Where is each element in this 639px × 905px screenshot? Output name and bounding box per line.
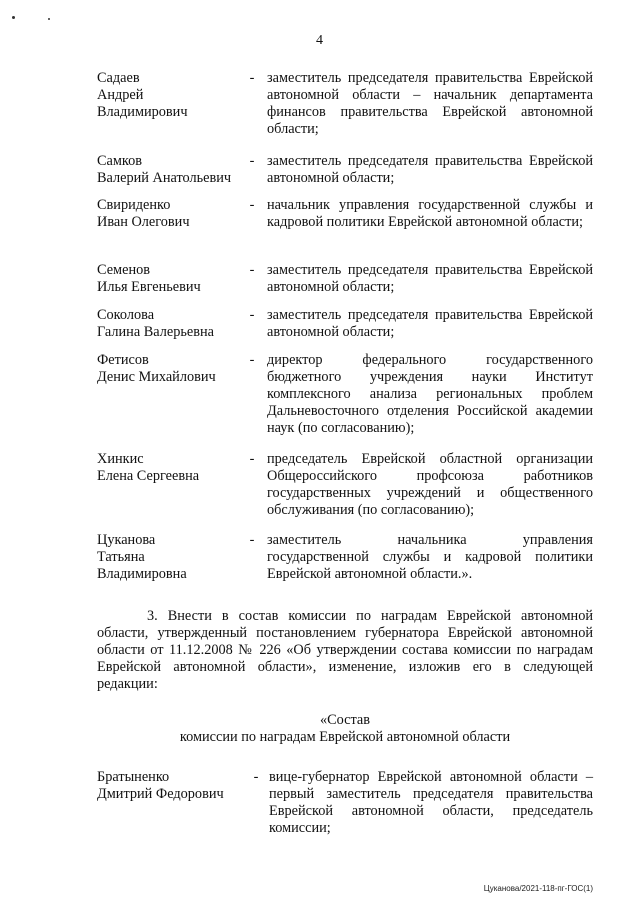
member-entry: [97, 197, 593, 231]
page-number: 4: [316, 33, 323, 48]
member-dash: -: [249, 352, 255, 368]
commission-member-entry: [97, 769, 593, 837]
paragraph-3-text: 3. Внести в состав комиссии по наградам Еврейской автономной области, утвержденный постановлением губернатора Еврейской автономной области от 11.12.2008 № 226 «Об утверждении состава комиссии по наградам Еврейской автономной области», изменение, изложив его в следующей редакции:: [97, 608, 593, 692]
member-description: заместитель председателя правительства Еврейской автономной области;: [267, 262, 593, 295]
member-entry: [97, 307, 593, 341]
scan-specks: [10, 10, 70, 24]
member-entry: [97, 352, 593, 437]
member-entry: [97, 451, 593, 519]
member-description: заместитель председателя правительства Еврейской автономной области;: [267, 153, 593, 186]
composition-heading-line2: комиссии по наградам Еврейской автономной области: [179, 729, 511, 745]
member-dash: -: [249, 197, 255, 213]
commission-member-dash: -: [253, 769, 259, 785]
member-dash: -: [249, 451, 255, 467]
member-entry: [97, 70, 593, 138]
member-entry: [97, 153, 593, 187]
composition-heading: [97, 712, 593, 746]
member-name: Самков Валерий Анатольевич: [97, 153, 232, 186]
member-entry: [97, 262, 593, 296]
composition-heading-line1: «Состав: [319, 712, 371, 728]
member-name: Садаев Андрей Владимирович: [97, 70, 188, 120]
footer-document-code: Цуканова/2021-118-пг-ГОС(1): [483, 884, 593, 893]
member-name: Семенов Илья Евгеньевич: [97, 262, 201, 295]
member-name: Фетисов Денис Михайлович: [97, 352, 216, 385]
member-name: Цуканова Татьяна Владимировна: [97, 532, 187, 582]
member-dash: -: [249, 153, 255, 169]
member-name: Соколова Галина Валерьевна: [97, 307, 214, 340]
member-entry: [97, 532, 593, 583]
member-description: заместитель председателя правительства Еврейской автономной области;: [267, 307, 593, 340]
commission-member-name: Братыненко Дмитрий Федорович: [97, 769, 224, 802]
member-dash: -: [249, 532, 255, 548]
commission-member-description: вице-губернатор Еврейской автономной области – первый заместитель председателя правительства Еврейской автономной области, председатель комиссии;: [269, 769, 593, 836]
paragraph-3: [97, 608, 593, 693]
scan-speck: [48, 18, 50, 20]
member-description: начальник управления государственной службы и кадровой политики Еврейской автономной области;: [267, 197, 593, 230]
member-description: заместитель начальника управления государственной службы и кадровой политики Еврейской автономной области.».: [267, 532, 593, 582]
member-description: заместитель председателя правительства Еврейской автономной области – начальник департамента финансов правительства Еврейской автономной области;: [267, 70, 593, 137]
scan-speck: [12, 16, 15, 19]
member-dash: -: [249, 307, 255, 323]
member-name: Свириденко Иван Олегович: [97, 197, 190, 230]
member-dash: -: [249, 70, 255, 86]
member-description: председатель Еврейской областной организации Общероссийского профсоюза работников государственных учреждений и общественного обслуживания (по согласованию);: [267, 451, 593, 518]
member-description: директор федерального государственного бюджетного учреждения науки Институт комплексного анализа региональных проблем Дальневосточного отделения Российской академии наук (по согласованию);: [267, 352, 593, 436]
member-name: Хинкис Елена Сергеевна: [97, 451, 200, 484]
member-dash: -: [249, 262, 255, 278]
